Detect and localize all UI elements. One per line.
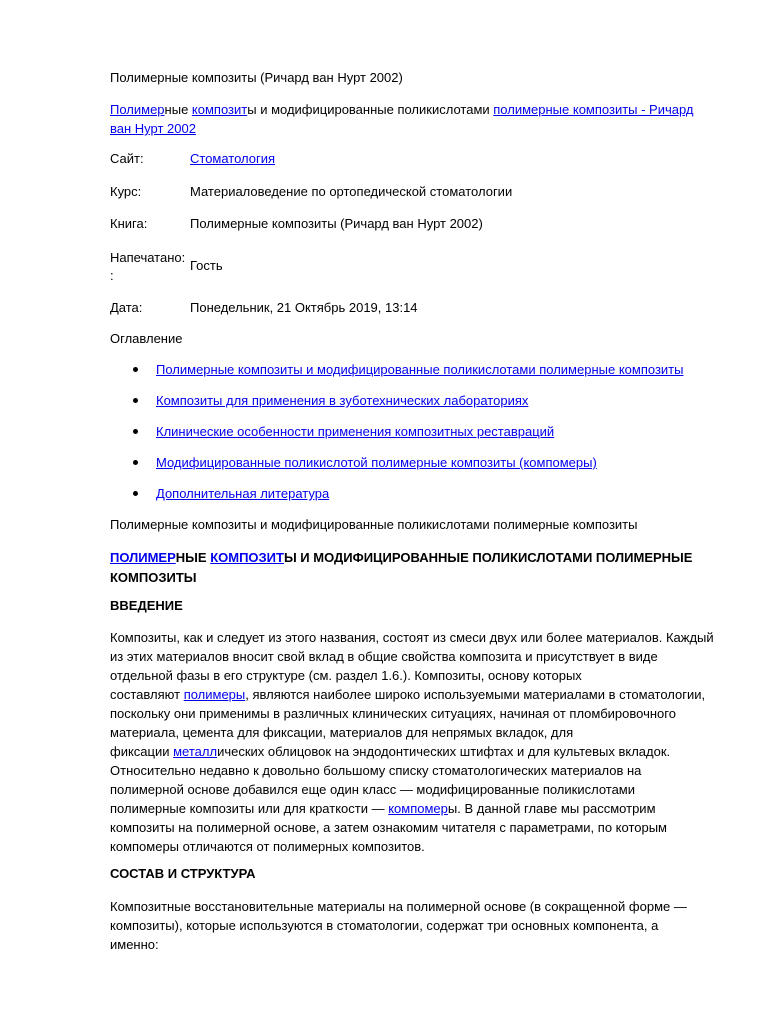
toc-link[interactable]: Модифицированные поликислотой полимерные композиты (компомеры) <box>156 455 597 470</box>
heading-text-line2: КОМПОЗИТЫ <box>110 570 197 585</box>
paragraph-text: полимерные композиты или для краткости — <box>110 801 389 816</box>
toc-item <box>110 362 683 393</box>
metal-link[interactable]: металл <box>173 744 218 759</box>
paragraph-line: композиты на полимерной основе, а затем ознакомим читателя с параметрами, по которым <box>110 820 667 835</box>
toc-item <box>110 486 683 517</box>
paragraph-line: поскольку они применимы в различных клинических ситуациях, начиная от пломбировочного <box>110 706 676 721</box>
paragraph-text: ы. В данной главе мы рассмотрим <box>447 801 656 816</box>
toc-link[interactable]: Дополнительная литература <box>156 486 330 501</box>
printed-label-line: Напечатано: <box>110 250 186 265</box>
toc-link[interactable]: Композиты для применения в зуботехнических лабораториях <box>156 393 529 408</box>
paragraph-text: , являются наиболее широко используемыми материалами в стоматологии, <box>245 687 706 702</box>
paragraph-line: именно: <box>110 937 159 952</box>
composite-link[interactable]: композит <box>191 102 248 117</box>
composition-paragraph <box>110 897 715 954</box>
bullet-icon <box>133 398 138 403</box>
site-label: Сайт: <box>110 151 144 166</box>
toc-list <box>110 362 683 517</box>
paragraph-line: Композиты, как и следует из этого названия, состоят из смеси двух или более материалов. Каждый <box>110 630 714 645</box>
printed-label <box>110 249 185 285</box>
book-link[interactable]: полимерные композиты - Ричард <box>493 102 694 117</box>
section-heading <box>110 548 692 588</box>
paragraph-line: полимерной основе добавился еще один класс — модифицированные поликислотами <box>110 782 636 797</box>
bullet-icon <box>133 429 138 434</box>
section-title: Полимерные композиты и модифицированные поликислотами полимерные композиты <box>110 517 638 532</box>
paragraph-text: фиксации <box>110 744 174 759</box>
heading-text: НЫЕ <box>175 550 211 565</box>
printed-value: Гость <box>190 258 223 273</box>
toc-title: Оглавление <box>110 331 183 346</box>
paragraph-line <box>110 685 715 704</box>
toc-link[interactable]: Клинические особенности применения композитных реставраций <box>156 424 555 439</box>
link-line-text: ы и модифицированные поликислотами <box>247 102 494 117</box>
book-value: Полимерные композиты (Ричард ван Нурт 2002) <box>190 216 483 231</box>
compomer-link[interactable]: компомер <box>388 801 448 816</box>
paragraph-line <box>110 742 715 761</box>
toc-item <box>110 424 683 455</box>
link-line-text: ные <box>164 102 192 117</box>
heading-composite-link[interactable]: КОМПОЗИТ <box>210 550 284 565</box>
doc-title: Полимерные композиты (Ричард ван Нурт 2002) <box>110 70 403 85</box>
book-link-continued[interactable]: ван Нурт 2002 <box>110 121 196 136</box>
title-link-line <box>110 100 694 138</box>
paragraph-text: составляют <box>110 687 184 702</box>
polymers-link[interactable]: полимеры <box>183 687 246 702</box>
date-value: Понедельник, 21 Октябрь 2019, 13:14 <box>190 300 418 315</box>
printed-label-colon: : <box>110 268 114 283</box>
bullet-icon <box>133 460 138 465</box>
toc-link[interactable]: Полимерные композиты и модифицированные поликислотами полимерные композиты <box>156 362 684 377</box>
paragraph-text: ических облицовок на эндодонтических штифтах и для культевых вкладок. <box>217 744 671 759</box>
toc-item <box>110 393 683 424</box>
date-label: Дата: <box>110 300 143 315</box>
paragraph-line: Композитные восстановительные материалы на полимерной основе (в сокращенной форме — <box>110 899 687 914</box>
paragraph-line: композиты), которые используются в стоматологии, содержат три основных компонента, а <box>110 918 659 933</box>
toc-item <box>110 455 683 486</box>
polymer-link[interactable]: Полимер <box>110 102 165 117</box>
heading-text: Ы И МОДИФИЦИРОВАННЫЕ ПОЛИКИСЛОТАМИ ПОЛИМЕРНЫЕ <box>283 550 693 565</box>
paragraph-line: Относительно недавно к довольно большому списку стоматологических материалов на <box>110 763 642 778</box>
site-link[interactable]: Стоматология <box>190 151 276 166</box>
paragraph-line: отдельной фазы в его структуре (см. раздел 1.6.). Композиты, основу которых <box>110 668 582 683</box>
book-label: Книга: <box>110 216 148 231</box>
paragraph-line <box>110 799 715 818</box>
bullet-icon <box>133 491 138 496</box>
bullet-icon <box>133 367 138 372</box>
paragraph-line: материала, цемента для фиксации, материалов для непрямых вкладок, для <box>110 725 574 740</box>
paragraph-line: из этих материалов вносит свой вклад в общие свойства композита и присутствует в виде <box>110 649 658 664</box>
composition-heading: СОСТАВ И СТРУКТУРА <box>110 866 256 881</box>
paragraph-line: компомеры отличаются от полимерных композитов. <box>110 839 425 854</box>
course-label: Курс: <box>110 184 142 199</box>
heading-polymer-link[interactable]: ПОЛИМЕР <box>110 550 176 565</box>
intro-heading: ВВЕДЕНИЕ <box>110 598 183 613</box>
intro-paragraph <box>110 628 715 856</box>
course-value: Материаловедение по ортопедической стоматологии <box>190 184 513 199</box>
